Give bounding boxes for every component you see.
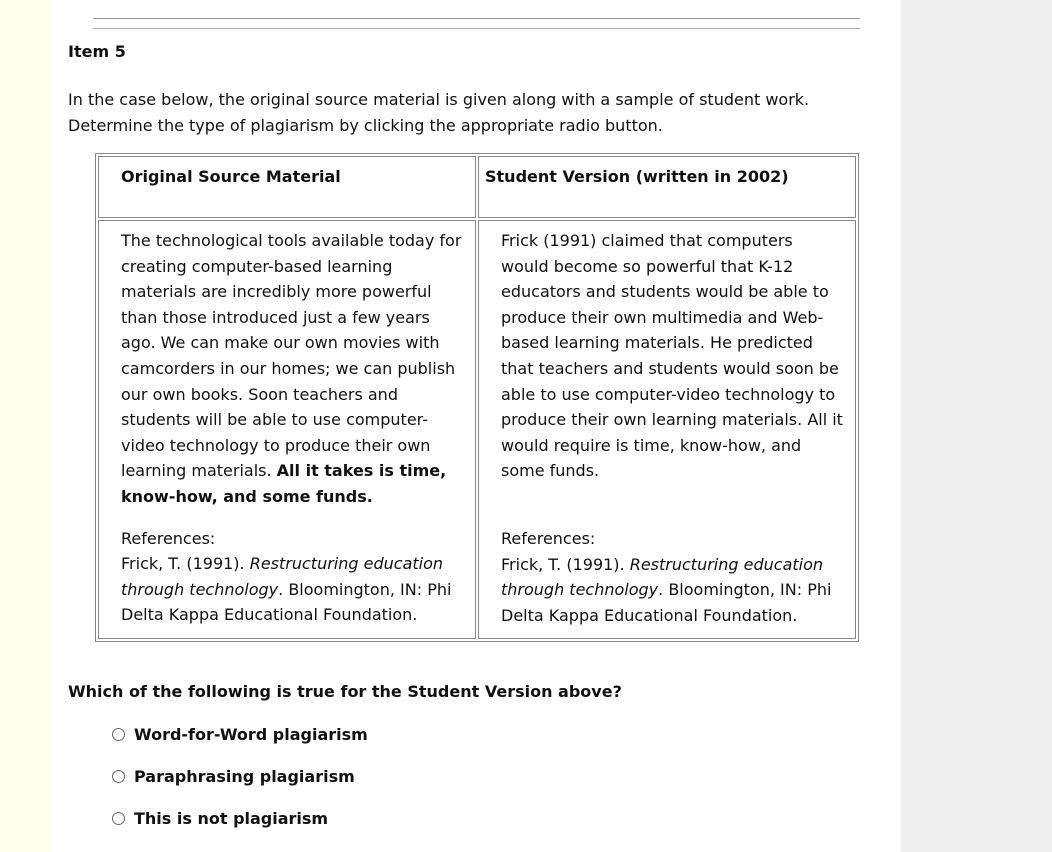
option-label-word-for-word[interactable]: Word-for-Word plagiarism	[134, 724, 368, 744]
comparison-body-row	[98, 220, 856, 639]
option-label-paraphrasing[interactable]: Paraphrasing plagiarism	[134, 766, 355, 786]
divider-top	[93, 18, 860, 19]
intro-text	[68, 87, 848, 139]
student-version-text: Frick (1991) claimed that computers would become so powerful that K-12 educators and students would be able to produce their own multimedia and Web-based learning materials. He predicted that teachers and students would soon be able to use computer-video technology to produce their own learning materials. All it would require is time, know-how, and some funds.	[501, 231, 843, 481]
option-not-plagiarism[interactable]	[112, 806, 368, 830]
original-references	[121, 526, 463, 628]
page-content	[52, 0, 901, 852]
original-source-bold: All it takes is time, know-how, and some funds.	[121, 461, 447, 506]
student-ref-author: Frick, T. (1991).	[501, 554, 630, 574]
student-ref-publisher: . Bloomington, IN: Phi Delta Kappa Educational Foundation.	[501, 580, 832, 625]
option-label-not-plagiarism[interactable]: This is not plagiarism	[134, 808, 329, 828]
original-source-plain: The technological tools available today for creating computer-based learning materials are incredibly more powerful than those introduced just a few years ago. We can make our own movies with camcorders in our homes; we can publish our own books. Soon teachers and students will be able to use computer-video technology to produce their own learning materials.	[121, 231, 462, 481]
original-ref-publisher: . Bloomington, IN: Phi Delta Kappa Educational Foundation.	[121, 579, 452, 625]
original-source-text	[121, 228, 463, 510]
comparison-table	[95, 153, 859, 642]
option-paraphrasing[interactable]	[112, 764, 368, 788]
question-text: Which of the following is true for the Student Version above?	[68, 682, 622, 701]
answer-options	[112, 722, 368, 848]
student-references-citation	[501, 552, 843, 629]
intro-line-1: In the case below, the original source material is given along with a sample of student work.	[68, 90, 810, 109]
original-references-label: References:	[121, 528, 216, 548]
comparison-header-row	[98, 156, 856, 218]
student-ref-title: Restructuring education through technology	[501, 554, 824, 600]
intro-line-2: Determine the type of plagiarism by clicking the appropriate radio button.	[68, 116, 663, 135]
radio-button-paraphrasing[interactable]	[112, 770, 125, 783]
radio-button-word-for-word[interactable]	[112, 728, 125, 741]
divider-bottom	[93, 28, 860, 29]
student-version-cell	[478, 220, 856, 639]
left-margin-band	[0, 0, 52, 852]
radio-button-not-plagiarism[interactable]	[112, 812, 125, 825]
option-word-for-word[interactable]	[112, 722, 368, 746]
original-ref-title: Restructuring education through technology	[121, 554, 444, 599]
student-references	[501, 526, 843, 628]
right-margin-band	[901, 0, 1052, 852]
original-references-citation	[121, 551, 463, 628]
header-student-version: Student Version (written in 2002)	[478, 156, 856, 218]
student-references-label: References:	[501, 528, 596, 548]
item-title: Item 5	[68, 42, 126, 61]
original-ref-author: Frick, T. (1991).	[121, 554, 250, 574]
header-original-source: Original Source Material	[98, 156, 476, 218]
original-source-cell	[98, 220, 476, 639]
